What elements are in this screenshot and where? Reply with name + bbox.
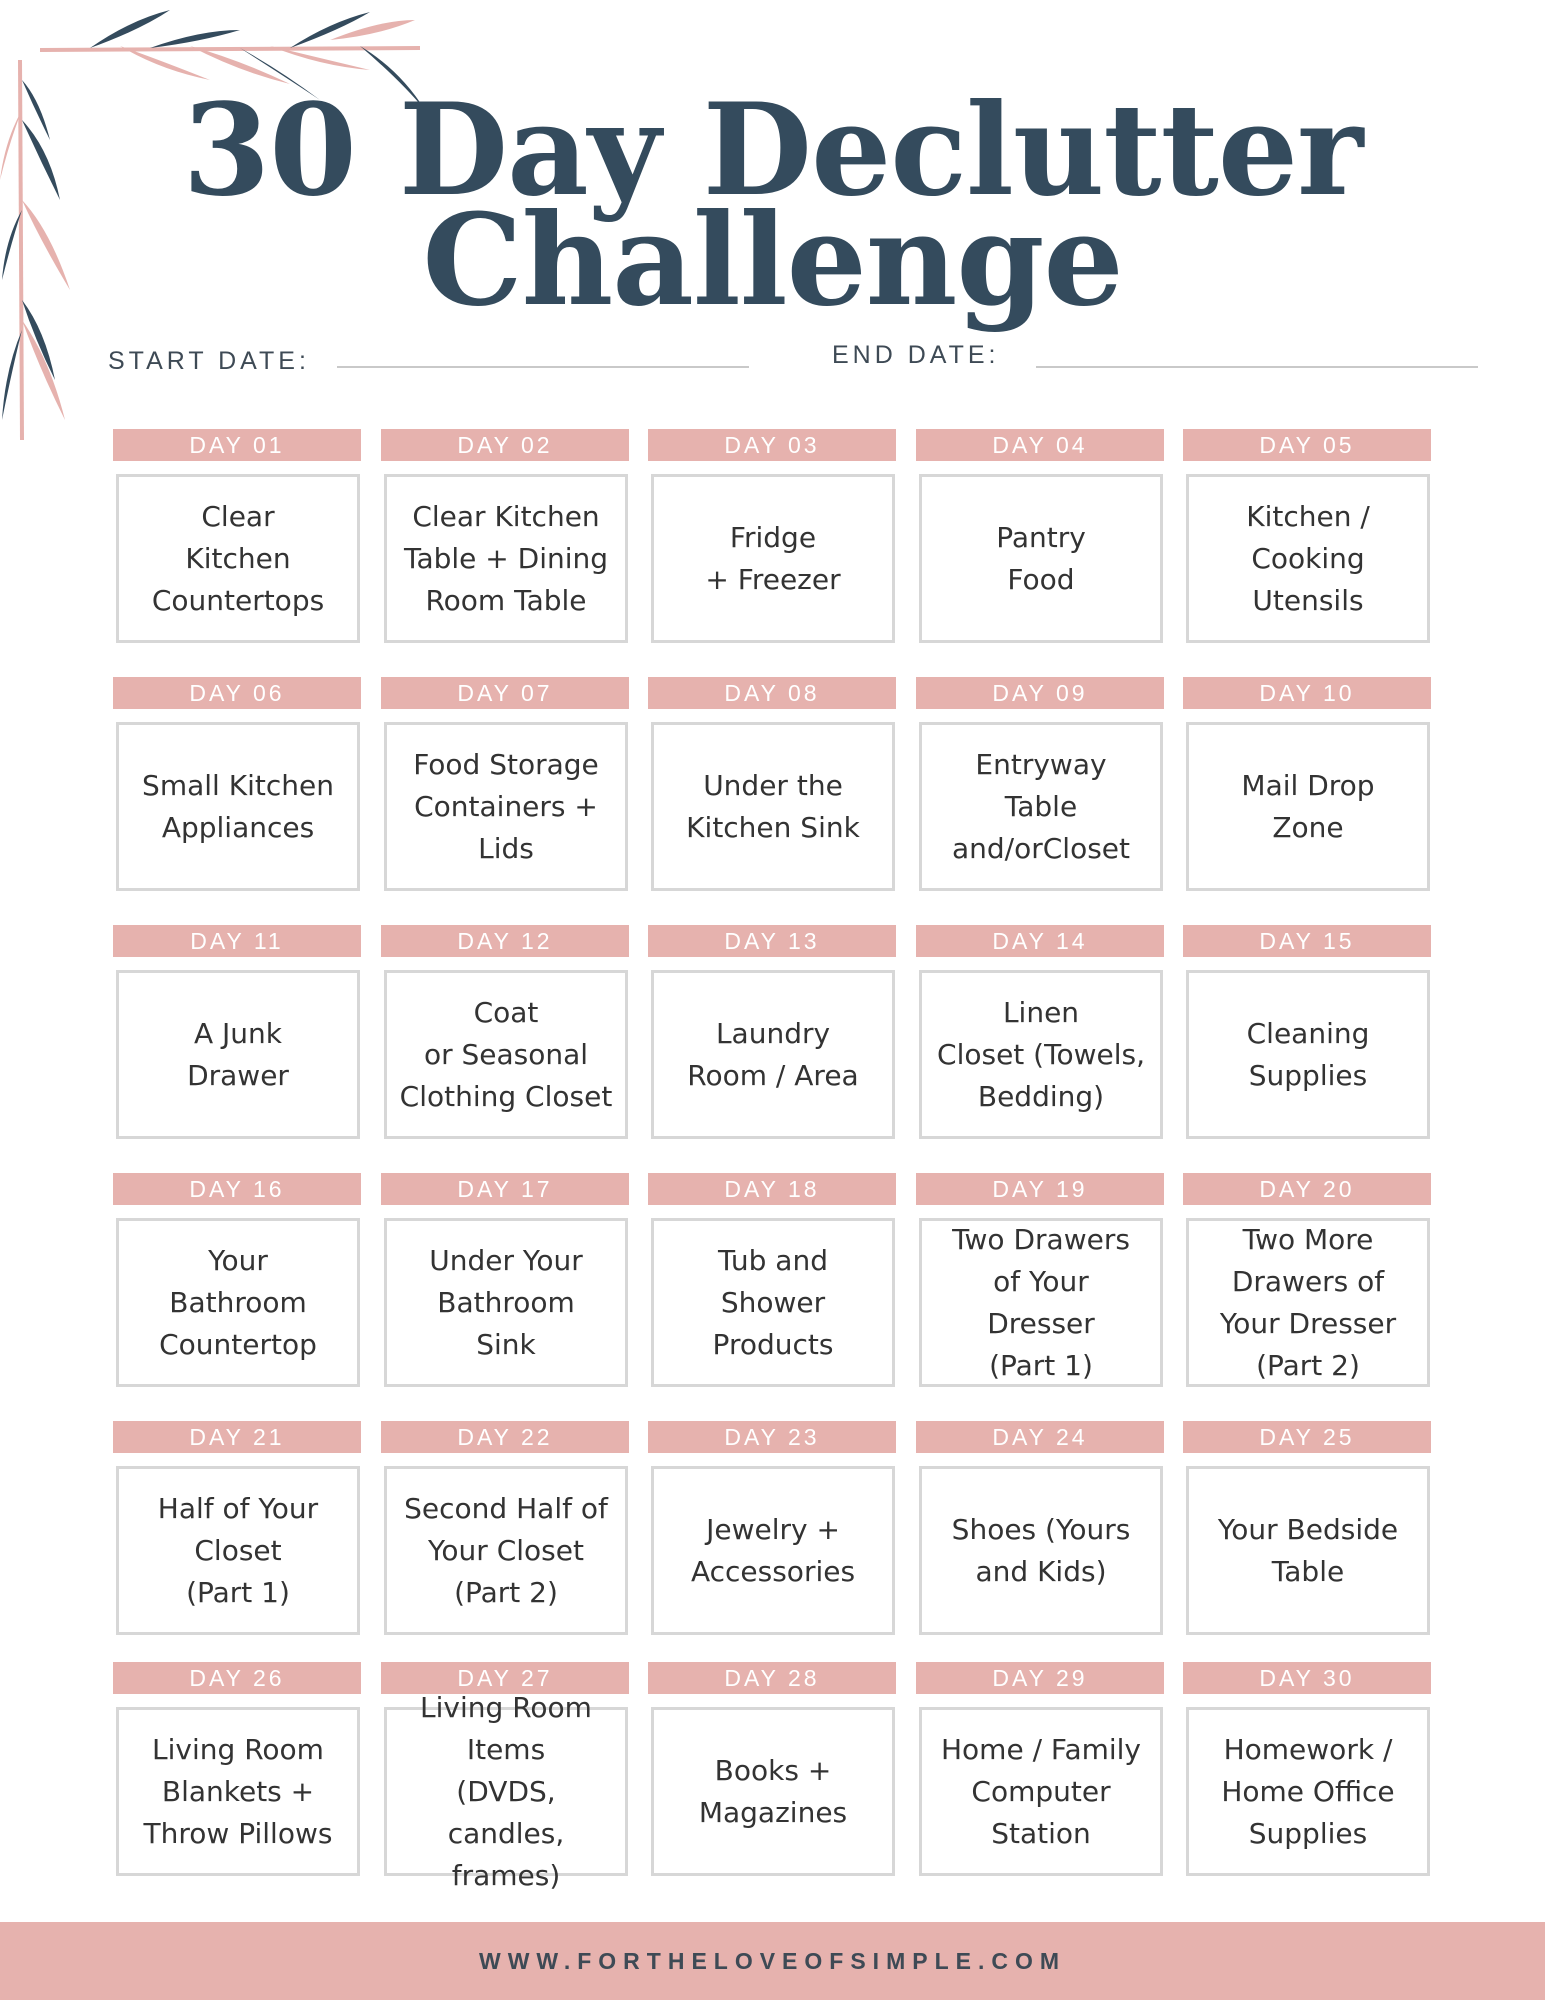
day-card <box>1183 677 1431 890</box>
task-box <box>384 1466 628 1635</box>
day-label: DAY 24 <box>916 1421 1164 1453</box>
day-card <box>381 677 629 890</box>
task-text: Second Half of Your Closet (Part 2) <box>404 1491 608 1609</box>
task-box <box>919 1466 1163 1635</box>
day-label: DAY 26 <box>113 1662 361 1694</box>
day-label: DAY 09 <box>916 677 1164 709</box>
day-card <box>916 1173 1164 1386</box>
task-text: Pantry Food <box>996 520 1086 596</box>
day-card <box>381 429 629 642</box>
day-label: DAY 01 <box>113 429 361 461</box>
task-text: Coat or Seasonal Clothing Closet <box>399 995 613 1113</box>
task-box <box>384 1218 628 1387</box>
day-label: DAY 08 <box>648 677 896 709</box>
day-label: DAY 28 <box>648 1662 896 1694</box>
end-date-label: END DATE: <box>832 341 1000 369</box>
day-card <box>648 677 896 890</box>
day-label: DAY 15 <box>1183 925 1431 957</box>
task-text: Books + Magazines <box>698 1753 848 1829</box>
day-label: DAY 14 <box>916 925 1164 957</box>
day-card <box>1183 1421 1431 1634</box>
task-box <box>116 474 360 643</box>
day-label: DAY 13 <box>648 925 896 957</box>
task-box <box>919 1218 1163 1387</box>
day-label: DAY 19 <box>916 1173 1164 1205</box>
task-text: Living Room Blankets + Throw Pillows <box>143 1732 333 1850</box>
task-text: Fridge + Freezer <box>705 520 841 596</box>
task-box <box>919 474 1163 643</box>
day-label: DAY 20 <box>1183 1173 1431 1205</box>
task-box <box>384 722 628 891</box>
task-box <box>1186 722 1430 891</box>
task-text: Linen Closet (Towels, Bedding) <box>937 995 1145 1113</box>
task-text: Under the Kitchen Sink <box>686 768 860 844</box>
day-label: DAY 25 <box>1183 1421 1431 1453</box>
day-label: DAY 16 <box>113 1173 361 1205</box>
day-card <box>113 429 361 642</box>
task-text: Entryway Table and/orCloset <box>951 747 1130 865</box>
task-box <box>919 722 1163 891</box>
end-date-field[interactable] <box>1036 366 1478 368</box>
task-text: Your Bedside Table <box>1217 1512 1399 1588</box>
day-card <box>381 1662 629 1892</box>
day-card <box>916 925 1164 1138</box>
task-box <box>651 970 895 1139</box>
task-text: Under Your Bathroom Sink <box>429 1243 583 1361</box>
task-text: Home / Family Computer Station <box>940 1732 1142 1850</box>
task-text: Your Bathroom Countertop <box>159 1243 317 1361</box>
task-box <box>1186 1707 1430 1876</box>
day-label: DAY 11 <box>113 925 361 957</box>
day-label: DAY 06 <box>113 677 361 709</box>
task-box <box>651 1466 895 1635</box>
day-card <box>916 677 1164 890</box>
day-card <box>113 1662 361 1875</box>
day-label: DAY 30 <box>1183 1662 1431 1694</box>
task-box <box>651 1707 895 1876</box>
task-text: Living Room Items (DVDS, candles, frames) <box>420 1690 592 1892</box>
task-text: Kitchen / Cooking Utensils <box>1246 499 1370 617</box>
day-label: DAY 27 <box>381 1662 629 1694</box>
day-card <box>1183 1173 1431 1386</box>
task-box <box>1186 474 1430 643</box>
task-box <box>651 1218 895 1387</box>
task-text: Homework / Home Office Supplies <box>1221 1732 1395 1850</box>
task-box <box>116 1707 360 1876</box>
task-text: Two More Drawers of Your Dresser (Part 2) <box>1219 1222 1397 1382</box>
day-label: DAY 10 <box>1183 677 1431 709</box>
task-box <box>116 722 360 891</box>
day-label: DAY 05 <box>1183 429 1431 461</box>
day-label: DAY 22 <box>381 1421 629 1453</box>
day-label: DAY 23 <box>648 1421 896 1453</box>
page-title-line-2: Challenge <box>422 186 1123 334</box>
day-card <box>916 429 1164 642</box>
task-text: Mail Drop Zone <box>1241 768 1375 844</box>
task-box <box>651 722 895 891</box>
day-label: DAY 02 <box>381 429 629 461</box>
day-card <box>1183 925 1431 1138</box>
day-label: DAY 03 <box>648 429 896 461</box>
task-text: Shoes (Yours and Kids) <box>951 1512 1131 1588</box>
day-card <box>381 925 629 1138</box>
task-box <box>1186 1466 1430 1635</box>
task-text: Two Drawers of Your Dresser (Part 1) <box>952 1222 1130 1382</box>
day-card <box>1183 1662 1431 1875</box>
task-box <box>919 1707 1163 1876</box>
task-box <box>1186 970 1430 1139</box>
day-card <box>916 1662 1164 1875</box>
task-box <box>116 970 360 1139</box>
task-text: Half of Your Closet (Part 1) <box>157 1491 319 1609</box>
task-text: Jewelry + Accessories <box>690 1512 856 1588</box>
task-box <box>116 1466 360 1635</box>
task-text: Laundry Room / Area <box>687 1016 859 1092</box>
task-box <box>384 474 628 643</box>
day-card <box>1183 429 1431 642</box>
day-card <box>381 1421 629 1634</box>
day-card <box>916 1421 1164 1634</box>
task-box <box>919 970 1163 1139</box>
day-label: DAY 12 <box>381 925 629 957</box>
day-label: DAY 18 <box>648 1173 896 1205</box>
start-date-field[interactable] <box>337 366 749 368</box>
day-card <box>381 1173 629 1386</box>
page-title-line-1: 30 Day Declutter <box>182 76 1363 224</box>
footer-website: WWW.FORTHELOVEOFSIMPLE.COM <box>0 1922 1545 2000</box>
task-box <box>1186 1218 1430 1387</box>
day-card <box>113 1173 361 1386</box>
day-card <box>648 1173 896 1386</box>
day-card <box>648 429 896 642</box>
day-label: DAY 17 <box>381 1173 629 1205</box>
task-box <box>651 474 895 643</box>
task-text: Food Storage Containers + Lids <box>413 747 599 865</box>
day-card <box>648 1662 896 1875</box>
task-text: Clear Kitchen Table + Dining Room Table <box>403 499 609 617</box>
task-text: Clear Kitchen Countertops <box>151 499 325 617</box>
task-box <box>384 970 628 1139</box>
day-label: DAY 29 <box>916 1662 1164 1694</box>
day-label: DAY 21 <box>113 1421 361 1453</box>
task-text: Small Kitchen Appliances <box>142 768 334 844</box>
task-text: Tub and Shower Products <box>712 1243 834 1361</box>
task-box <box>116 1218 360 1387</box>
task-text: A Junk Drawer <box>187 1016 289 1092</box>
day-card <box>648 925 896 1138</box>
start-date-label: START DATE: <box>108 347 310 375</box>
day-label: DAY 07 <box>381 677 629 709</box>
task-box <box>384 1690 628 1892</box>
day-card <box>113 677 361 890</box>
day-card <box>648 1421 896 1634</box>
day-card <box>113 925 361 1138</box>
day-label: DAY 04 <box>916 429 1164 461</box>
task-text: Cleaning Supplies <box>1246 1016 1370 1092</box>
day-card <box>113 1421 361 1634</box>
